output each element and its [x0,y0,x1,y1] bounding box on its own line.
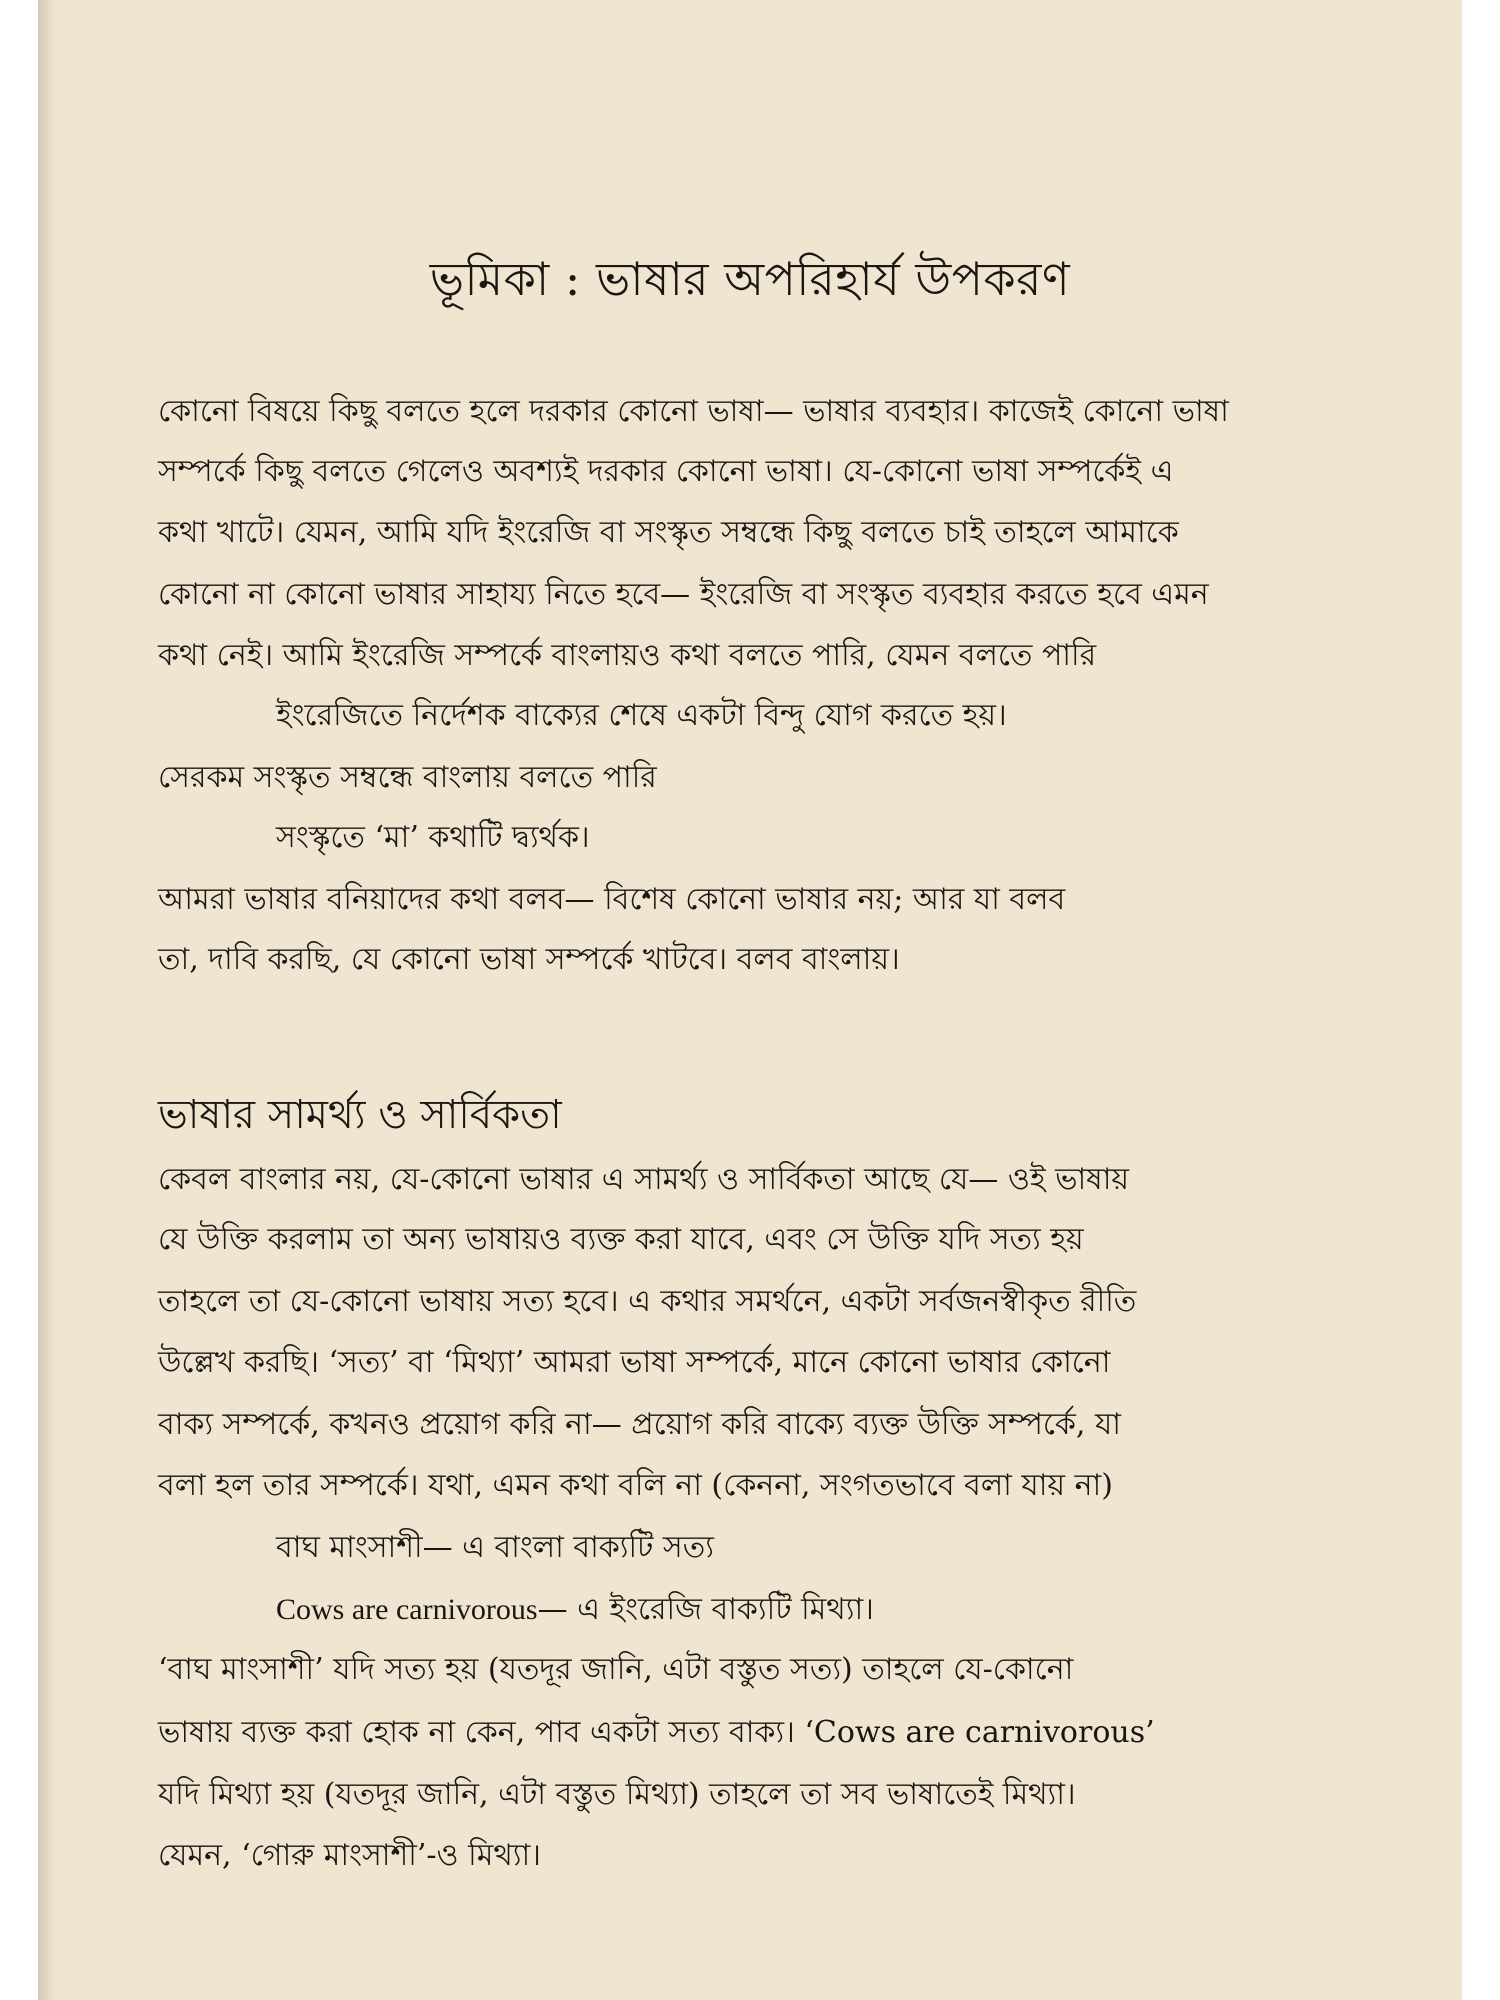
page-content [38,0,1462,2000]
paragraph3-line-2: যে উক্তি করলাম তা অন্য ভাষায়ও ব্যক্ত করা যাবে, এবং সে উক্তি যদি সত্য হয় [158,1222,1084,1257]
paragraph3-line-3: তাহলে তা যে-কোনো ভাষায় সত্য হবে। এ কথার সমর্থনে, একটা সর্বজনস্বীকৃত রীতি [158,1284,1137,1319]
paragraph3-line-5: বাক্য সম্পর্কে, কখনও প্রয়োগ করি না— প্রয়োগ করি বাক্যে ব্যক্ত উক্তি সম্পর্কে, যা [158,1407,1121,1442]
example-cows-sentence [276,1590,874,1630]
paragraph3-line-1: কেবল বাংলার নয়, যে-কোনো ভাষার এ সামর্থ্য ও সার্বিকতা আছে যে— ওই ভাষায় [158,1162,1130,1197]
paragraph3-line-6: বলা হল তার সম্পর্কে। যথা, এমন কথা বলি না (কেননা, সংগতভাবে বলা যায় না) [158,1468,1113,1503]
paragraph1-line-2: সম্পর্কে কিছু বলতে গেলেও অবশ্যই দরকার কোনো ভাষা। যে-কোনো ভাষা সম্পর্কেই এ [158,454,1174,489]
paragraph2-line-2: তা, দাবি করছি, যে কোনো ভাষা সম্পর্কে খাটবে। বলব বাংলায়। [158,942,900,977]
example-cows-bengali: — এ ইংরেজি বাক্যটি মিথ্যা। [537,1592,874,1627]
sanskrit-intro-line: সেরকম সংস্কৃত সম্বন্ধে বাংলায় বলতে পারি [158,760,657,795]
book-page [38,0,1462,2000]
paragraph4-line-2: ভাষায় ব্যক্ত করা হোক না কেন, পাব একটা সত্য বাক্য। ‘Cows are carnivorous’ [158,1715,1155,1750]
paragraph3-line-4: উল্লেখ করছি। ‘সত্য’ বা ‘মিথ্যা’ আমরা ভাষা সম্পর্কে, মানে কোনো ভাষার কোনো [158,1345,1111,1380]
paragraph4-line-3: যদি মিথ্যা হয় (যতদূর জানি, এটা বস্তুত মিথ্যা) তাহলে তা সব ভাষাতেই মিথ্যা। [158,1777,1076,1812]
paragraph4-line-1: ‘বাঘ মাংসাশী’ যদি সত্য হয় (যতদূর জানি, এটা বস্তুত সত্য) তাহলে যে-কোনো [158,1652,1074,1687]
example-cows-english: Cows are carnivorous [276,1593,538,1626]
paragraph1-line-4: কোনো না কোনো ভাষার সাহায্য নিতে হবে— ইংরেজি বা সংস্কৃত ব্যবহার করতে হবে এমন [158,577,1209,612]
paragraph1-line-5: কথা নেই। আমি ইংরেজি সম্পর্কে বাংলায়ও কথা বলতে পারি, যেমন বলতে পারি [158,638,1097,673]
paragraph2-line-1: আমরা ভাষার বনিয়াদের কথা বলব— বিশেষ কোনো ভাষার নয়; আর যা বলব [158,882,1066,917]
chapter-title: ভূমিকা : ভাষার অপরিহার্য উপকরণ [429,252,1071,306]
example-sanskrit-rule: সংস্কৃতে ‘মা’ কথাটি দ্ব্যর্থক। [276,820,590,855]
section-subheading: ভাষার সামর্থ্য ও সার্বিকতা [158,1092,562,1138]
example-english-rule: ইংরেজিতে নির্দেশক বাক্যের শেষে একটা বিন্দু যোগ করতে হয়। [276,698,1007,733]
paragraph1-line-1: কোনো বিষয়ে কিছু বলতে হলে দরকার কোনো ভাষা— ভাষার ব্যবহার। কাজেই কোনো ভাষা [158,394,1229,429]
example-tiger-sentence: বাঘ মাংসাশী— এ বাংলা বাক্যটি সত্য [276,1530,714,1565]
paragraph1-line-3: কথা খাটে। যেমন, আমি যদি ইংরেজি বা সংস্কৃত সম্বন্ধে কিছু বলতে চাই তাহলে আমাকে [158,515,1179,550]
paragraph4-line-4: যেমন, ‘গোরু মাংসাশী’-ও মিথ্যা। [158,1838,541,1873]
